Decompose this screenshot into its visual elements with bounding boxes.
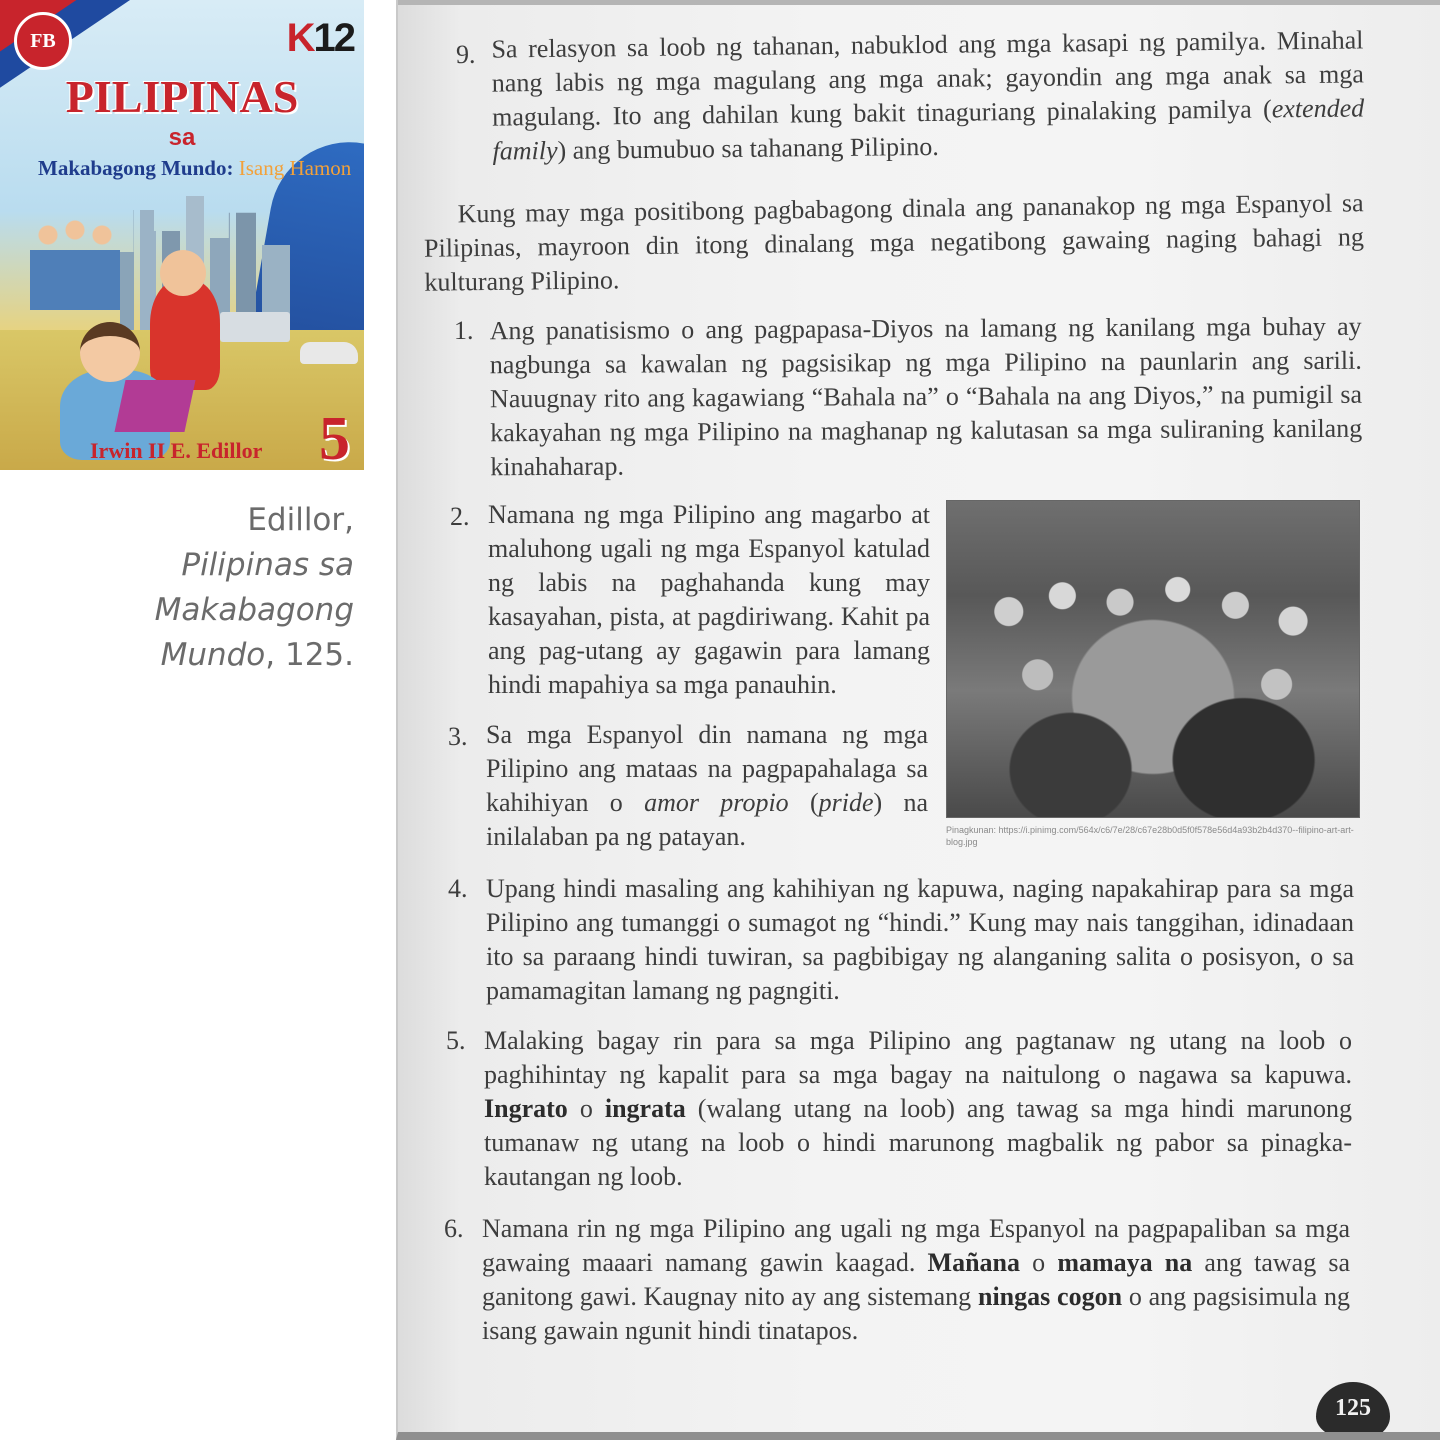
item-5-number: 5. [446, 1026, 466, 1055]
item-6-text [482, 1212, 1350, 1348]
cover-subtitle-accent: Isang Hamon [238, 156, 352, 180]
item-5-text-o: o [567, 1094, 605, 1123]
item-2-number: 2. [450, 502, 470, 531]
item-6-bold-manana: Mañana [927, 1248, 1021, 1277]
citation-caption [34, 498, 354, 678]
item-9-text-italic: extended family [492, 93, 1365, 166]
item-3-text-italic: amor propio [644, 788, 789, 817]
intro-paragraph: Kung may mga positibong pagbabagong dinala ang pananakop ng mga Espanyol sa Pilipinas, mayroon din itong dinalang mga negatibong gawaing naging bahagi ng kulturang Pilipino. [423, 188, 1365, 297]
item-1-text: Ang panatisismo o ang pagpapasa-Diyos na lamang ng kanilang mga buhay ay nagbunga sa kawalan ng pagsisikap ng mga Pilipino na paunlarin ang sarili. Nauugnay rito ang kagawiang “Bahala na” o “Bahala na ang Diyos,” na pumigil sa kakayahan ng mga Pilipino na maghanap ng kalutasan sa mga suliraning kanilang kinahaharap. [489, 311, 1363, 482]
k12-logo-k: K [286, 16, 314, 60]
item-6-text-o: o [1020, 1248, 1058, 1277]
caption-author: Edillor, [247, 502, 354, 538]
item-3-text-italic2: pride [818, 788, 874, 817]
item-9-text-a: Sa relasyon sa loob ng tahanan, nabuklod ang mga kasapi ng pamilya. Minahal nang labis ng mga magulang ang mga anak; gayondin ang mga anak sa mga magulang. Ito ang dahilan kung bakit tinaguriang pinalaking pamilya ( [491, 25, 1364, 132]
cover-title: PILIPINAS [65, 71, 299, 122]
item-6-text-c: o ang pagsisimula ng isang gawain ngunit hindi tinatapos. [482, 1282, 1350, 1345]
cover-laptop-illustration [114, 380, 195, 432]
caption-title-line3: Mundo [160, 637, 266, 673]
item-5-text-a: Malaking bagay rin para sa mga Pilipino ang pagtanaw ng utang na loob o paghihintay ng kapalit para sa mga bagay na naitulong o nagawa sa kapuwa. [484, 1026, 1352, 1089]
cover-boy-head [160, 250, 206, 296]
caption-page-ref: , 125. [265, 637, 354, 673]
cover-truck-illustration [220, 312, 290, 342]
publisher-logo: FB [14, 12, 72, 70]
item-4-text: Upang hindi masaling ang kahihiyan ng kapuwa, naging napakahirap para sa mga Pilipino ang tumanggi o sumagot ng “hindi.” Kung may nais tanggihan, idinadaan ito sa paraang hindi tuwiran, sa pagbibigay ng alanganing salita o posisyon, o sa pamamagitan lamang ng pagngiti. [486, 874, 1354, 1005]
cover-boy-illustration [150, 280, 220, 390]
item-9-text-b: ) ang bumubuo sa tahanang Pilipino. [557, 131, 939, 165]
item-6-number: 6. [444, 1214, 464, 1243]
item-5-bold-ingrato: Ingrato [484, 1094, 568, 1123]
cover-author: Irwin II E. Edillor [90, 438, 263, 463]
book-cover [0, 0, 364, 470]
cover-girl-head [80, 322, 140, 382]
page-top-edge [398, 0, 1440, 5]
item-2-text: Namana ng mga Pilipino ang magarbo at maluhong ugali ng mga Espanyol katulad ng labis na paghahanda kung may kasayahan, pista, at pagdiriwang. Kahit pa ang pag-utang ay gagawin para lamang hindi mapahiya sa mga panauhin. [488, 500, 930, 699]
item-3-text [486, 718, 928, 854]
caption-title-line1: Pilipinas sa [181, 547, 354, 583]
page-number-badge: 125 [1316, 1382, 1390, 1440]
item-4-number: 4. [448, 874, 468, 903]
item-3-text-b: ( [788, 788, 819, 817]
cover-car-illustration [300, 342, 358, 364]
item-6-bold-mamaya-na: mamaya na [1057, 1248, 1193, 1277]
fiesta-photo [946, 500, 1360, 818]
k12-logo [287, 16, 354, 61]
item-3-number: 3. [448, 722, 468, 751]
caption-title-line2: Makabagong [154, 592, 354, 628]
item-5-text [484, 1024, 1352, 1194]
k12-logo-12: 12 [313, 16, 354, 60]
item-3-text-c: ) na inilalaban pa ng patayan. [486, 788, 928, 851]
item-9-number: 9. [456, 40, 476, 69]
item-5-bold-ingrata: ingrata [604, 1094, 686, 1123]
cover-students-illustration [30, 210, 120, 310]
item-3-text-a: Sa mga Espanyol din namana ng mga Pilipino ang mataas na pagpapahalaga sa kahihiyan o [486, 720, 928, 817]
item-6-text-a: Namana rin ng mga Pilipino ang ugali ng mga Espanyol na pagpapaliban sa mga gawaing maaari namang gawin kaagad. [482, 1214, 1350, 1277]
cover-subtitle-main: Makabagong Mundo: [38, 156, 234, 180]
cover-title-sa: sa [168, 124, 196, 151]
textbook-page [396, 0, 1440, 1440]
item-1-number: 1. [454, 316, 474, 345]
item-6-text-b: ang tawag sa ganitong gawi. Kaugnay nito ay ang sistemang [482, 1248, 1351, 1311]
item-9-text [491, 23, 1364, 168]
item-6-bold-ningas-cogon: ningas cogon [977, 1282, 1123, 1311]
item-5-text-b: (walang utang na loob) ang tawag sa mga hindi marunong tumanaw ng utang na loob o hindi marunong magbalik ng pabor sa pinagka-kautangan ng loob. [484, 1094, 1353, 1191]
cover-grade-number: 5 [319, 405, 350, 470]
cover-subtitle [38, 156, 351, 181]
photo-credit: Pinagkunan: https://i.pinimg.com/564x/c6/7e/28/c67e28b0d5f0f578e56d4a93b2b4d370--filipino-art-art-blog.jpg [946, 825, 1354, 847]
